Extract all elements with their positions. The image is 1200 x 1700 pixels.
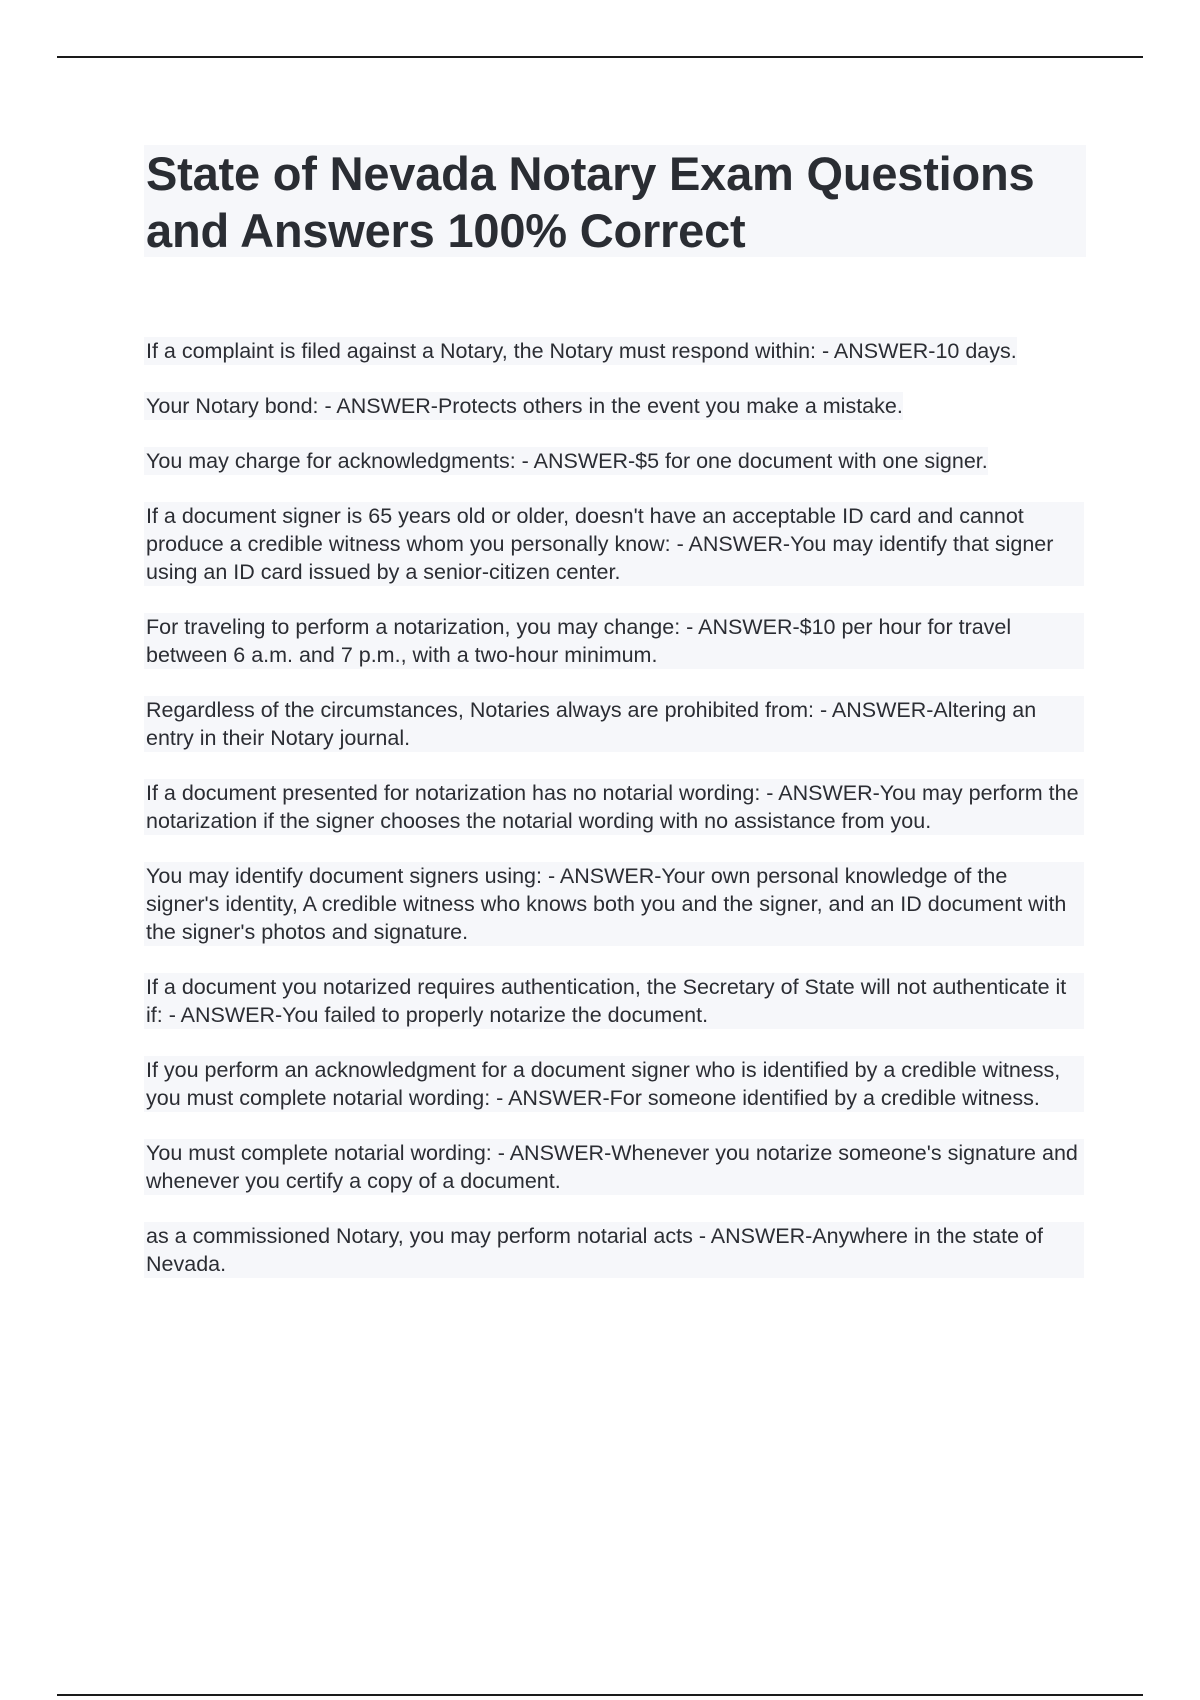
qa-item: You must complete notarial wording: - ANSWER-Whenever you notarize someone's signature and whenever you certify a copy of a document.	[144, 1139, 1084, 1195]
qa-item: If a complaint is filed against a Notary, the Notary must respond within: - ANSWER-10 days.	[146, 339, 1017, 363]
qa-item: If a document you notarized requires authentication, the Secretary of State will not authenticate it if: - ANSWER-You failed to properly notarize the document.	[144, 973, 1084, 1029]
qa-item: You may identify document signers using: - ANSWER-Your own personal knowledge of the signer's identity, A credible witness who knows both you and the signer, and an ID document with the signer's photos and signature.	[144, 862, 1084, 946]
qa-list	[144, 337, 1084, 1305]
top-rule	[57, 56, 1143, 58]
qa-item: If a document presented for notarization has no notarial wording: - ANSWER-You may perform the notarization if the signer chooses the notarial wording with no assistance from you.	[144, 779, 1084, 835]
qa-item: as a commissioned Notary, you may perform notarial acts - ANSWER-Anywhere in the state of Nevada.	[144, 1222, 1084, 1278]
qa-item: Your Notary bond: - ANSWER-Protects others in the event you make a mistake.	[146, 394, 903, 418]
qa-item: If you perform an acknowledgment for a document signer who is identified by a credible witness, you must complete notarial wording: - ANSWER-For someone identified by a credible witness.	[144, 1056, 1084, 1112]
bottom-rule	[57, 1694, 1143, 1696]
qa-item: For traveling to perform a notarization, you may change: - ANSWER-$10 per hour for travel between 6 a.m. and 7 p.m., with a two-hour minimum.	[144, 613, 1084, 669]
title-block	[144, 145, 1086, 257]
qa-item: Regardless of the circumstances, Notaries always are prohibited from: - ANSWER-Altering an entry in their Notary journal.	[144, 696, 1084, 752]
qa-item: You may charge for acknowledgments: - ANSWER-$5 for one document with one signer.	[146, 449, 988, 473]
qa-item: If a document signer is 65 years old or older, doesn't have an acceptable ID card and cannot produce a credible witness whom you personally know: - ANSWER-You may identify that signer using an ID card issued by a senior-citizen center.	[144, 502, 1084, 586]
page-title: State of Nevada Notary Exam Questions and Answers 100% Correct	[146, 147, 1035, 257]
